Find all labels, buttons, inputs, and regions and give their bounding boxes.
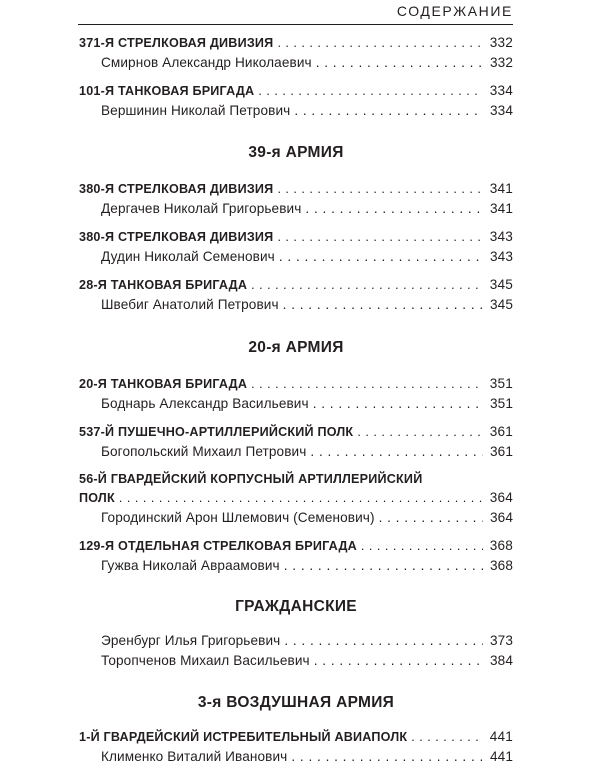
unit-title-line2: ПОЛК	[79, 489, 115, 509]
unit-title: 537-Й ПУШЕЧНО-АРТИЛЛЕРИЙСКИЙ ПОЛК	[79, 423, 353, 443]
unit-title: 380-Я СТРЕЛКОВАЯ ДИВИЗИЯ	[79, 228, 273, 248]
dot-leader	[279, 247, 483, 267]
dot-leader	[294, 101, 483, 121]
toc-unit-entry[interactable]	[79, 422, 513, 442]
page-number: 343	[487, 227, 513, 247]
toc-person-entry[interactable]	[79, 295, 513, 315]
dot-leader	[283, 295, 483, 315]
toc-unit-entry[interactable]	[79, 81, 513, 101]
dot-leader	[258, 82, 483, 102]
section-heading: 20-я АРМИЯ	[79, 336, 513, 360]
running-header-title: СОДЕРЖАНИЕ	[397, 3, 513, 19]
page-number: 332	[487, 33, 513, 53]
page-number: 341	[487, 199, 513, 219]
toc-unit-entry[interactable]	[79, 275, 513, 295]
toc-unit-entry[interactable]	[79, 227, 513, 247]
toc-unit-entry[interactable]	[79, 33, 513, 53]
page-number: 441	[487, 747, 513, 766]
page-number: 361	[487, 442, 513, 462]
running-header	[78, 0, 513, 25]
person-name: Швебиг Анатолий Петрович	[101, 295, 279, 315]
unit-title: 1-Й ГВАРДЕЙСКИЙ ИСТРЕБИТЕЛЬНЫЙ АВИАПОЛК	[79, 728, 407, 748]
person-name: Смирнов Александр Николаевич	[101, 53, 312, 73]
page-number: 343	[487, 247, 513, 267]
person-name: Эренбург Илья Григорьевич	[101, 631, 280, 651]
dot-leader	[314, 651, 483, 671]
dot-leader	[313, 394, 483, 414]
dot-leader	[284, 556, 483, 576]
toc-section	[79, 33, 513, 120]
person-name: Боднарь Александр Васильевич	[101, 394, 309, 414]
unit-title-line1: 56-Й ГВАРДЕЙСКИЙ КОРПУСНЫЙ АРТИЛЛЕРИЙСКИЙ	[79, 470, 422, 490]
page-number: 345	[487, 295, 513, 315]
dot-leader	[119, 489, 483, 509]
toc-section	[79, 691, 513, 766]
toc-person-entry[interactable]	[79, 394, 513, 414]
section-heading: ГРАЖДАНСКИЕ	[79, 595, 513, 619]
page-number: 341	[487, 179, 513, 199]
toc-unit-entry-line1[interactable]	[79, 470, 513, 488]
dot-leader	[251, 276, 483, 296]
toc-person-entry[interactable]	[79, 53, 513, 73]
dot-leader	[411, 728, 483, 748]
person-name: Вершинин Николай Петрович	[101, 101, 290, 121]
toc-person-entry[interactable]	[79, 556, 513, 576]
section-heading: 3-я ВОЗДУШНАЯ АРМИЯ	[79, 691, 513, 715]
toc-person-entry[interactable]	[79, 651, 513, 671]
toc-person-entry[interactable]	[79, 199, 513, 219]
person-name: Городинский Арон Шлемович (Семенович)	[101, 508, 375, 528]
table-of-contents	[79, 33, 513, 766]
dot-leader	[277, 34, 483, 54]
page-number: 368	[487, 556, 513, 576]
dot-leader	[316, 53, 483, 73]
unit-title: 28-Я ТАНКОВАЯ БРИГАДА	[79, 276, 247, 296]
dot-leader	[379, 508, 483, 528]
unit-title: 101-Я ТАНКОВАЯ БРИГАДА	[79, 82, 254, 102]
page-number: 368	[487, 536, 513, 556]
page-number: 373	[487, 631, 513, 651]
dot-leader	[277, 180, 483, 200]
section-heading: 39-я АРМИЯ	[79, 141, 513, 165]
unit-title: 380-Я СТРЕЛКОВАЯ ДИВИЗИЯ	[79, 180, 273, 200]
page-number: 351	[487, 374, 513, 394]
unit-title: 371-Я СТРЕЛКОВАЯ ДИВИЗИЯ	[79, 34, 273, 54]
page-number: 334	[487, 101, 513, 121]
person-name: Гужва Николай Авраамович	[101, 556, 280, 576]
toc-unit-entry[interactable]	[79, 727, 513, 747]
page-number: 332	[487, 53, 513, 73]
toc-section	[79, 141, 513, 314]
toc-section	[79, 595, 513, 670]
toc-person-entry[interactable]	[79, 631, 513, 651]
dot-leader	[361, 537, 483, 557]
dot-leader	[291, 747, 483, 766]
page-number: 334	[487, 81, 513, 101]
person-name: Дергачев Николай Григорьевич	[101, 199, 301, 219]
dot-leader	[277, 228, 483, 248]
page-number: 351	[487, 394, 513, 414]
toc-unit-entry[interactable]	[79, 536, 513, 556]
page-number: 361	[487, 422, 513, 442]
toc-person-entry[interactable]	[79, 442, 513, 462]
toc-section	[79, 336, 513, 575]
dot-leader	[251, 375, 483, 395]
toc-person-entry[interactable]	[79, 747, 513, 766]
dot-leader	[284, 631, 483, 651]
toc-person-entry[interactable]	[79, 101, 513, 121]
toc-unit-entry-line2[interactable]	[79, 488, 513, 508]
toc-person-entry[interactable]	[79, 508, 513, 528]
person-name: Дудин Николай Семенович	[101, 247, 275, 267]
toc-person-entry[interactable]	[79, 247, 513, 267]
toc-unit-entry[interactable]	[79, 374, 513, 394]
page-number: 384	[487, 651, 513, 671]
page-number: 441	[487, 727, 513, 747]
page-number: 345	[487, 275, 513, 295]
toc-unit-entry[interactable]	[79, 179, 513, 199]
dot-leader	[305, 199, 483, 219]
page-number: 364	[487, 508, 513, 528]
page-number: 364	[487, 488, 513, 508]
dot-leader	[310, 442, 483, 462]
person-name: Клименко Виталий Иванович	[101, 747, 287, 766]
unit-title: 129-Я ОТДЕЛЬНАЯ СТРЕЛКОВАЯ БРИГАДА	[79, 537, 357, 557]
unit-title: 20-Я ТАНКОВАЯ БРИГАДА	[79, 375, 247, 395]
person-name: Богопольский Михаил Петрович	[101, 442, 306, 462]
person-name: Торопченов Михаил Васильевич	[101, 651, 310, 671]
dot-leader	[357, 423, 483, 443]
